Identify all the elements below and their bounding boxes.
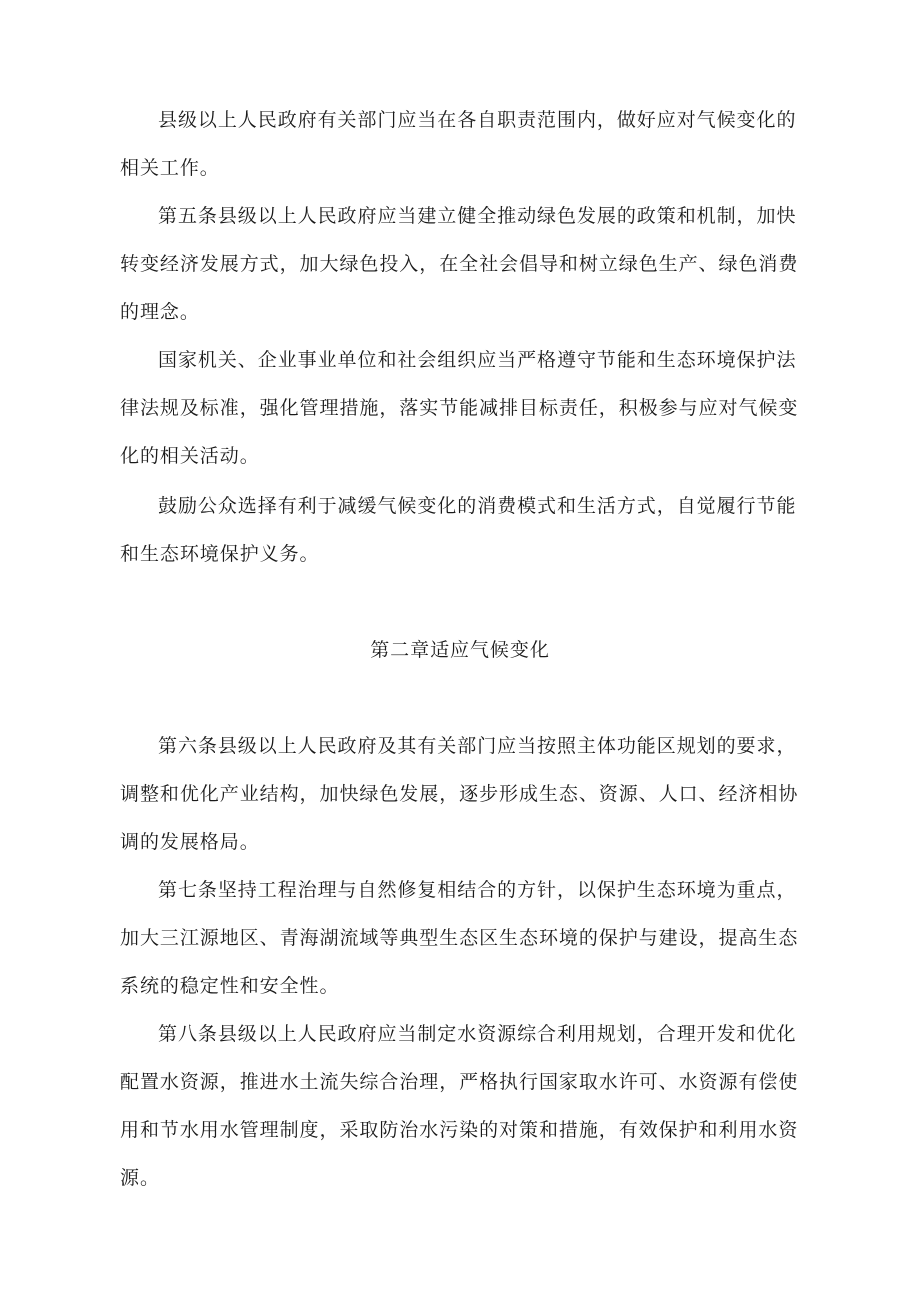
paragraph-line: 国家机关、企业事业单位和社会组织应当严格遵守节能和生态环境保护法 xyxy=(158,349,797,371)
paragraph-line: 第八条县级以上人民政府应当制定水资源综合利用规划，合理开发和优化 xyxy=(158,1023,797,1045)
paragraph-line: 第五条县级以上人民政府应当建立健全推动绿色发展的政策和机制，加快 xyxy=(158,205,797,227)
paragraph-line: 律法规及标准，强化管理措施，落实节能减排目标责任，积极参与应对气候变 xyxy=(120,397,799,419)
paragraph-line: 的理念。 xyxy=(120,301,200,323)
paragraph-line: 用和节水用水管理制度，采取防治水污染的对策和措施，有效保护和利用水资 xyxy=(120,1119,799,1141)
paragraph xyxy=(120,336,810,480)
paragraph xyxy=(120,482,810,578)
paragraph-line: 调整和优化产业结构，加快绿色发展，逐步形成生态、资源、人口、经济相协 xyxy=(120,783,799,805)
chapter-heading: 第二章适应气候变化 xyxy=(370,639,550,661)
paragraph-line: 第七条坚持工程治理与自然修复相结合的方针，以保护生态环境为重点， xyxy=(158,879,797,901)
paragraph-line: 调的发展格局。 xyxy=(120,831,260,853)
paragraph-line: 加大三江源地区、青海湖流域等典型生态区生态环境的保护与建设，提高生态 xyxy=(120,927,799,949)
paragraph-line: 第六条县级以上人民政府及其有关部门应当按照主体功能区规划的要求， xyxy=(158,735,797,757)
paragraph xyxy=(120,192,810,336)
paragraph xyxy=(120,866,810,1010)
paragraph xyxy=(120,722,810,866)
paragraph xyxy=(120,96,810,192)
paragraph-line: 源。 xyxy=(120,1167,160,1189)
paragraph-line: 系统的稳定性和安全性。 xyxy=(120,975,340,997)
paragraph xyxy=(120,1010,810,1202)
paragraph-line: 县级以上人民政府有关部门应当在各自职责范围内，做好应对气候变化的 xyxy=(158,109,797,131)
paragraph-line: 转变经济发展方式，加大绿色投入，在全社会倡导和树立绿色生产、绿色消费 xyxy=(120,253,799,275)
paragraph-line: 化的相关活动。 xyxy=(120,445,260,467)
paragraph-line: 和生态环境保护义务。 xyxy=(120,543,320,565)
paragraph-line: 配置水资源，推进水土流失综合治理，严格执行国家取水许可、水资源有偿使 xyxy=(120,1071,799,1093)
paragraph-line: 相关工作。 xyxy=(120,157,220,179)
paragraph-line: 鼓励公众选择有利于减缓气候变化的消费模式和生活方式，自觉履行节能 xyxy=(158,495,797,517)
